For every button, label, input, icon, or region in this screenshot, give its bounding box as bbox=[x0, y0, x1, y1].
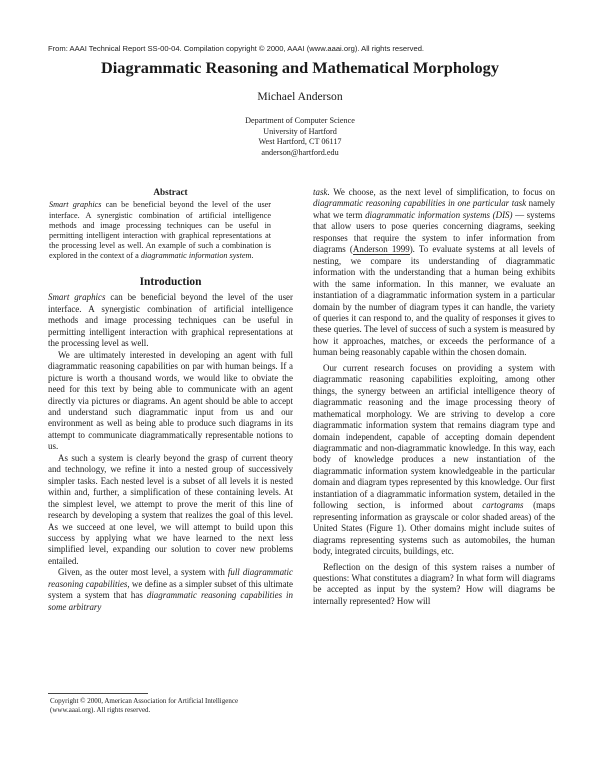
right-p1-start: task bbox=[313, 187, 328, 197]
affiliation-address: West Hartford, CT 06117 bbox=[258, 137, 342, 147]
intro-p4-a: Given, as the outer most level, a system with bbox=[58, 567, 228, 578]
right-p2-a: Our current research focuses on providing a system with diagrammatic reasoning capabilities exploiting, among other things, the synergy between an artificial intelligence theory of diagrammatic reasoning and the image processing theory of mathematical morphology. We are striving to develop a core diagrammatic information system that remains diagram type and domain independent, capable of accepting domain dependent diagrammatic and non-diagrammatic knowledge. In this way, each body of knowledge produces a new instantiation of the diagrammatic information system knowledgeable in the particular domain and diagram types represented by this knowledge. Our first instantiation of a diagrammatic information system, detailed in the following section, is informed about bbox=[313, 362, 555, 511]
abstract-body-b: . bbox=[251, 250, 254, 260]
right-p1-b: namely what we term bbox=[313, 198, 555, 220]
intro-p4-italic-2: diagrammatic reasoning capabilities in some arbitrary bbox=[48, 590, 293, 612]
affiliation-department: Department of Computer Science bbox=[245, 116, 355, 125]
right-paragraph-2 bbox=[313, 363, 555, 558]
abstract-body-a: can be beneficial beyond the level of the user interface. A synergistic combination of artificial intelligence methods and image processing techniques can be useful in permitting intelligent interaction with graphical representations at the processing level as well. An example of such a combination is explored in the context of a bbox=[49, 200, 272, 260]
intro-p4-b: , we define as a simpler subset of this ultimate system a system that has bbox=[48, 578, 293, 601]
affiliation-block bbox=[0, 116, 600, 158]
intro-paragraph-4 bbox=[48, 567, 293, 613]
abstract-text bbox=[48, 200, 293, 261]
right-p2-italic: cartograms bbox=[482, 500, 524, 511]
affiliation-university: University of Hartford bbox=[263, 126, 337, 136]
introduction-heading: Introduction bbox=[139, 276, 202, 289]
right-paragraph-3: Reflection on the design of this system raises a number of questions: What constitutes a diagram? In what form will diagrams be accepted as input by the system? How will diagrams be internally represented? How will bbox=[313, 561, 555, 606]
abstract-lead: Smart graphics bbox=[49, 200, 102, 210]
right-p2-b: (maps representing information as grayscale or color shaded areas) of the United States (Figure 1). Other domains might include suites of diagrams representing systems such as automobiles, the human body, integrated circuits, buildings, etc. bbox=[313, 500, 556, 557]
intro-paragraph-1 bbox=[48, 292, 293, 349]
footnote-line-2: (www.aaai.org). All rights reserved. bbox=[50, 706, 151, 715]
footnote-divider bbox=[48, 693, 148, 694]
abstract-term: diagrammatic information system bbox=[140, 250, 252, 260]
affiliation-email: anderson@hartford.edu bbox=[261, 147, 339, 157]
intro-paragraph-3: As such a system is clearly beyond the grasp of current theory and technology, we refine it into a nested group of successively simpler tasks. Each nested level is a subset of all levels it is nested within and, further, a simplification of these containing levels. At the simplest level, we attempt to prove the merit of this line of research by developing a system that realizes the goal of this level. As we succeed at one level, we will attempt to build upon this success by applying what we have learned to the next less simplified level, expanding our solution to cover new problems entailed. bbox=[48, 452, 293, 566]
right-p1-italic-2: diagrammatic information systems (DIS) bbox=[365, 209, 513, 220]
right-p1-a: . We choose, as the next level of simplification, to focus on bbox=[327, 187, 555, 197]
intro-p1-text: can be beneficial beyond the level of the user interface. A synergistic combination of artificial intelligence methods and image processing techniques can be useful in permitting intelligent interaction with graphical representations at the processing level as well. bbox=[48, 292, 293, 349]
intro-lead: Smart graphics bbox=[48, 292, 106, 303]
paper-title: Diagrammatic Reasoning and Mathematical Morphology bbox=[101, 58, 499, 77]
intro-p4-italic-1: full diagrammatic reasoning capabilities bbox=[48, 567, 293, 589]
right-p1-d: ). To evaluate systems at all levels of nesting, we compare its understanding of diagrammatic information with the understanding that a human being exhibits with the same information. In this manner, we evaluate an instantiation of a diagrammatic information system in a particular domain by the number of diagram types it can handle, the variety of queries it can respond to, and the quality of responses it gives to these queries. The level of success of such a system is measured by how it approaches, matches, or exceeds the performance of a human being reasonably capable within the chosen domain. bbox=[313, 244, 555, 358]
right-p1-c: — systems that allow users to pose queries concerning diagrams, seeking responses that require the system to infer information from diagrams ( bbox=[313, 209, 555, 255]
author-name: Michael Anderson bbox=[257, 90, 343, 103]
citation-link[interactable]: Anderson 1999 bbox=[352, 244, 410, 255]
footnote-line-1: Copyright © 2000, American Association for Artificial Intelligence bbox=[50, 697, 239, 705]
right-column bbox=[313, 187, 555, 607]
abstract-heading: Abstract bbox=[153, 187, 188, 197]
right-p1-italic-1: diagrammatic reasoning capabilities in one particular task bbox=[313, 198, 527, 209]
source-header: From: AAAI Technical Report SS-00-04. Compilation copyright © 2000, AAAI (www.aaai.org). All rights reserved. bbox=[48, 44, 425, 53]
intro-paragraph-2: We are ultimately interested in developing an agent with full diagrammatic reasoning capabilities on par with human beings. If a picture is worth a thousand words, we would like to obviate the need for this text by being able to communicate with an agent directly via pictures or diagrams. An agent should be able to accept and understand such diagrammatic input from us and our environment as well as being able to produce such diagrams in its attempt to communicate diagrammatically representable notions to us. bbox=[48, 349, 293, 452]
right-paragraph-1 bbox=[313, 187, 555, 359]
copyright-footnote bbox=[50, 697, 290, 716]
left-column bbox=[48, 187, 293, 613]
